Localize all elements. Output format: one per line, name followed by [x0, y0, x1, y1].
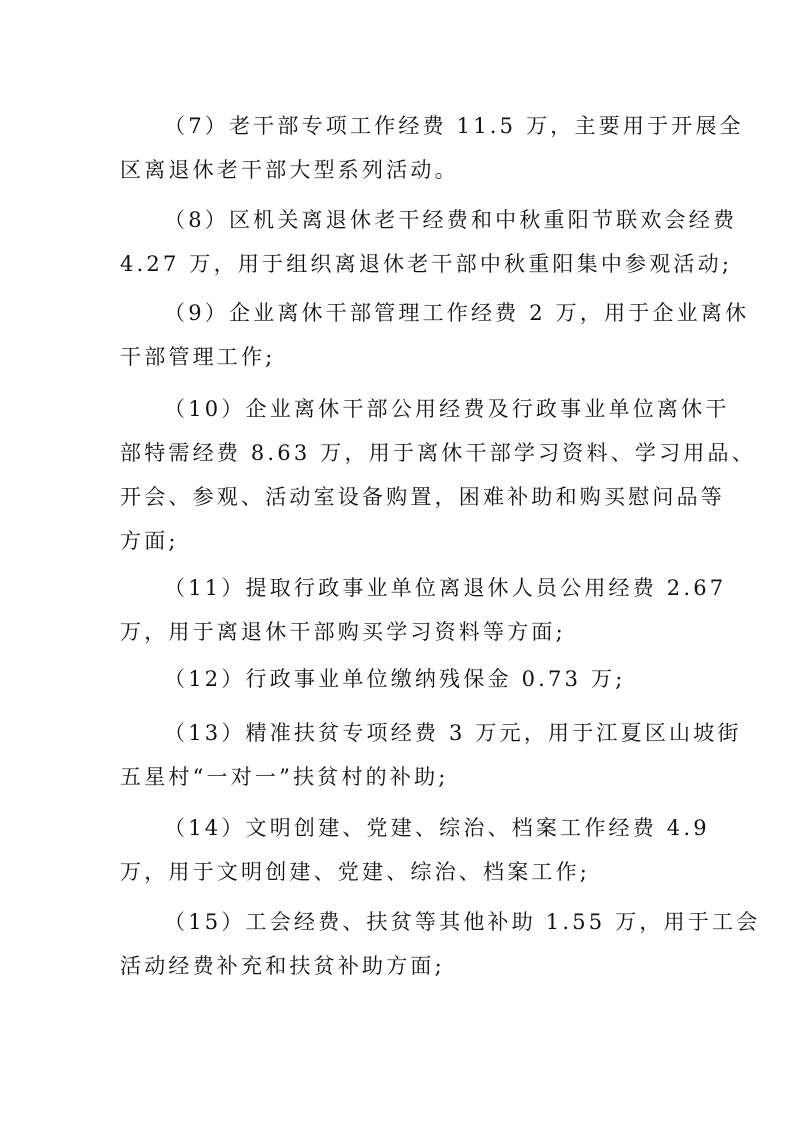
paragraph-line: 活动经费补充和扶贫补助方面;	[120, 954, 445, 978]
paragraph-line: 开会、参观、活动室设备购置，困难补助和购买慰问品等	[120, 485, 725, 509]
paragraph-line: 万，用于文明创建、党建、综治、档案工作;	[120, 860, 591, 884]
paragraph-13	[120, 711, 742, 799]
paragraph-15	[120, 900, 761, 988]
paragraph-line: （9）企业离休干部管理工作经费 2 万，用于企业离休	[164, 301, 750, 325]
paragraph-line: 干部管理工作;	[120, 345, 276, 369]
paragraph-9	[120, 291, 750, 379]
paragraph-line: 方面;	[120, 529, 179, 553]
paragraph-line: 万，用于离退休干部购买学习资料等方面;	[120, 620, 566, 644]
paragraph-10	[120, 387, 756, 563]
paragraph-line: （8）区机关离退休老干经费和中秋重阳节联欢会经费	[164, 208, 738, 232]
paragraph-line: （15）工会经费、扶贫等其他补助 1.55 万，用于工会	[164, 910, 761, 934]
paragraph-line: （14）文明创建、党建、综治、档案工作经费 4.9	[164, 816, 710, 840]
paragraph-line: （10）企业离休干部公用经费及行政事业单位离休干	[164, 397, 730, 421]
paragraph-line: （12）行政事业单位缴纳残保金 0.73 万;	[164, 667, 626, 691]
paragraph-14	[120, 806, 710, 894]
paragraph-line: 区离退休老干部大型系列活动。	[120, 158, 459, 182]
paragraph-line: （7）老干部专项工作经费 11.5 万，主要用于开展全	[164, 114, 744, 138]
paragraph-line: （11）提取行政事业单位离退休人员公用经费 2.67	[164, 576, 727, 600]
paragraph-7	[120, 104, 744, 192]
paragraph-12	[120, 657, 680, 701]
paragraph-line: 五星村“一对一”扶贫村的补助;	[120, 765, 449, 789]
paragraph-11	[120, 566, 727, 654]
paragraph-8	[120, 198, 738, 286]
paragraph-line: 4.27 万，用于组织离退休老干部中秋重阳集中参观活动;	[120, 252, 733, 276]
paragraph-line: （13）精准扶贫专项经费 3 万元，用于江夏区山坡街	[164, 721, 742, 745]
paragraph-line: 部特需经费 8.63 万，用于离休干部学习资料、学习用品、	[120, 441, 756, 465]
